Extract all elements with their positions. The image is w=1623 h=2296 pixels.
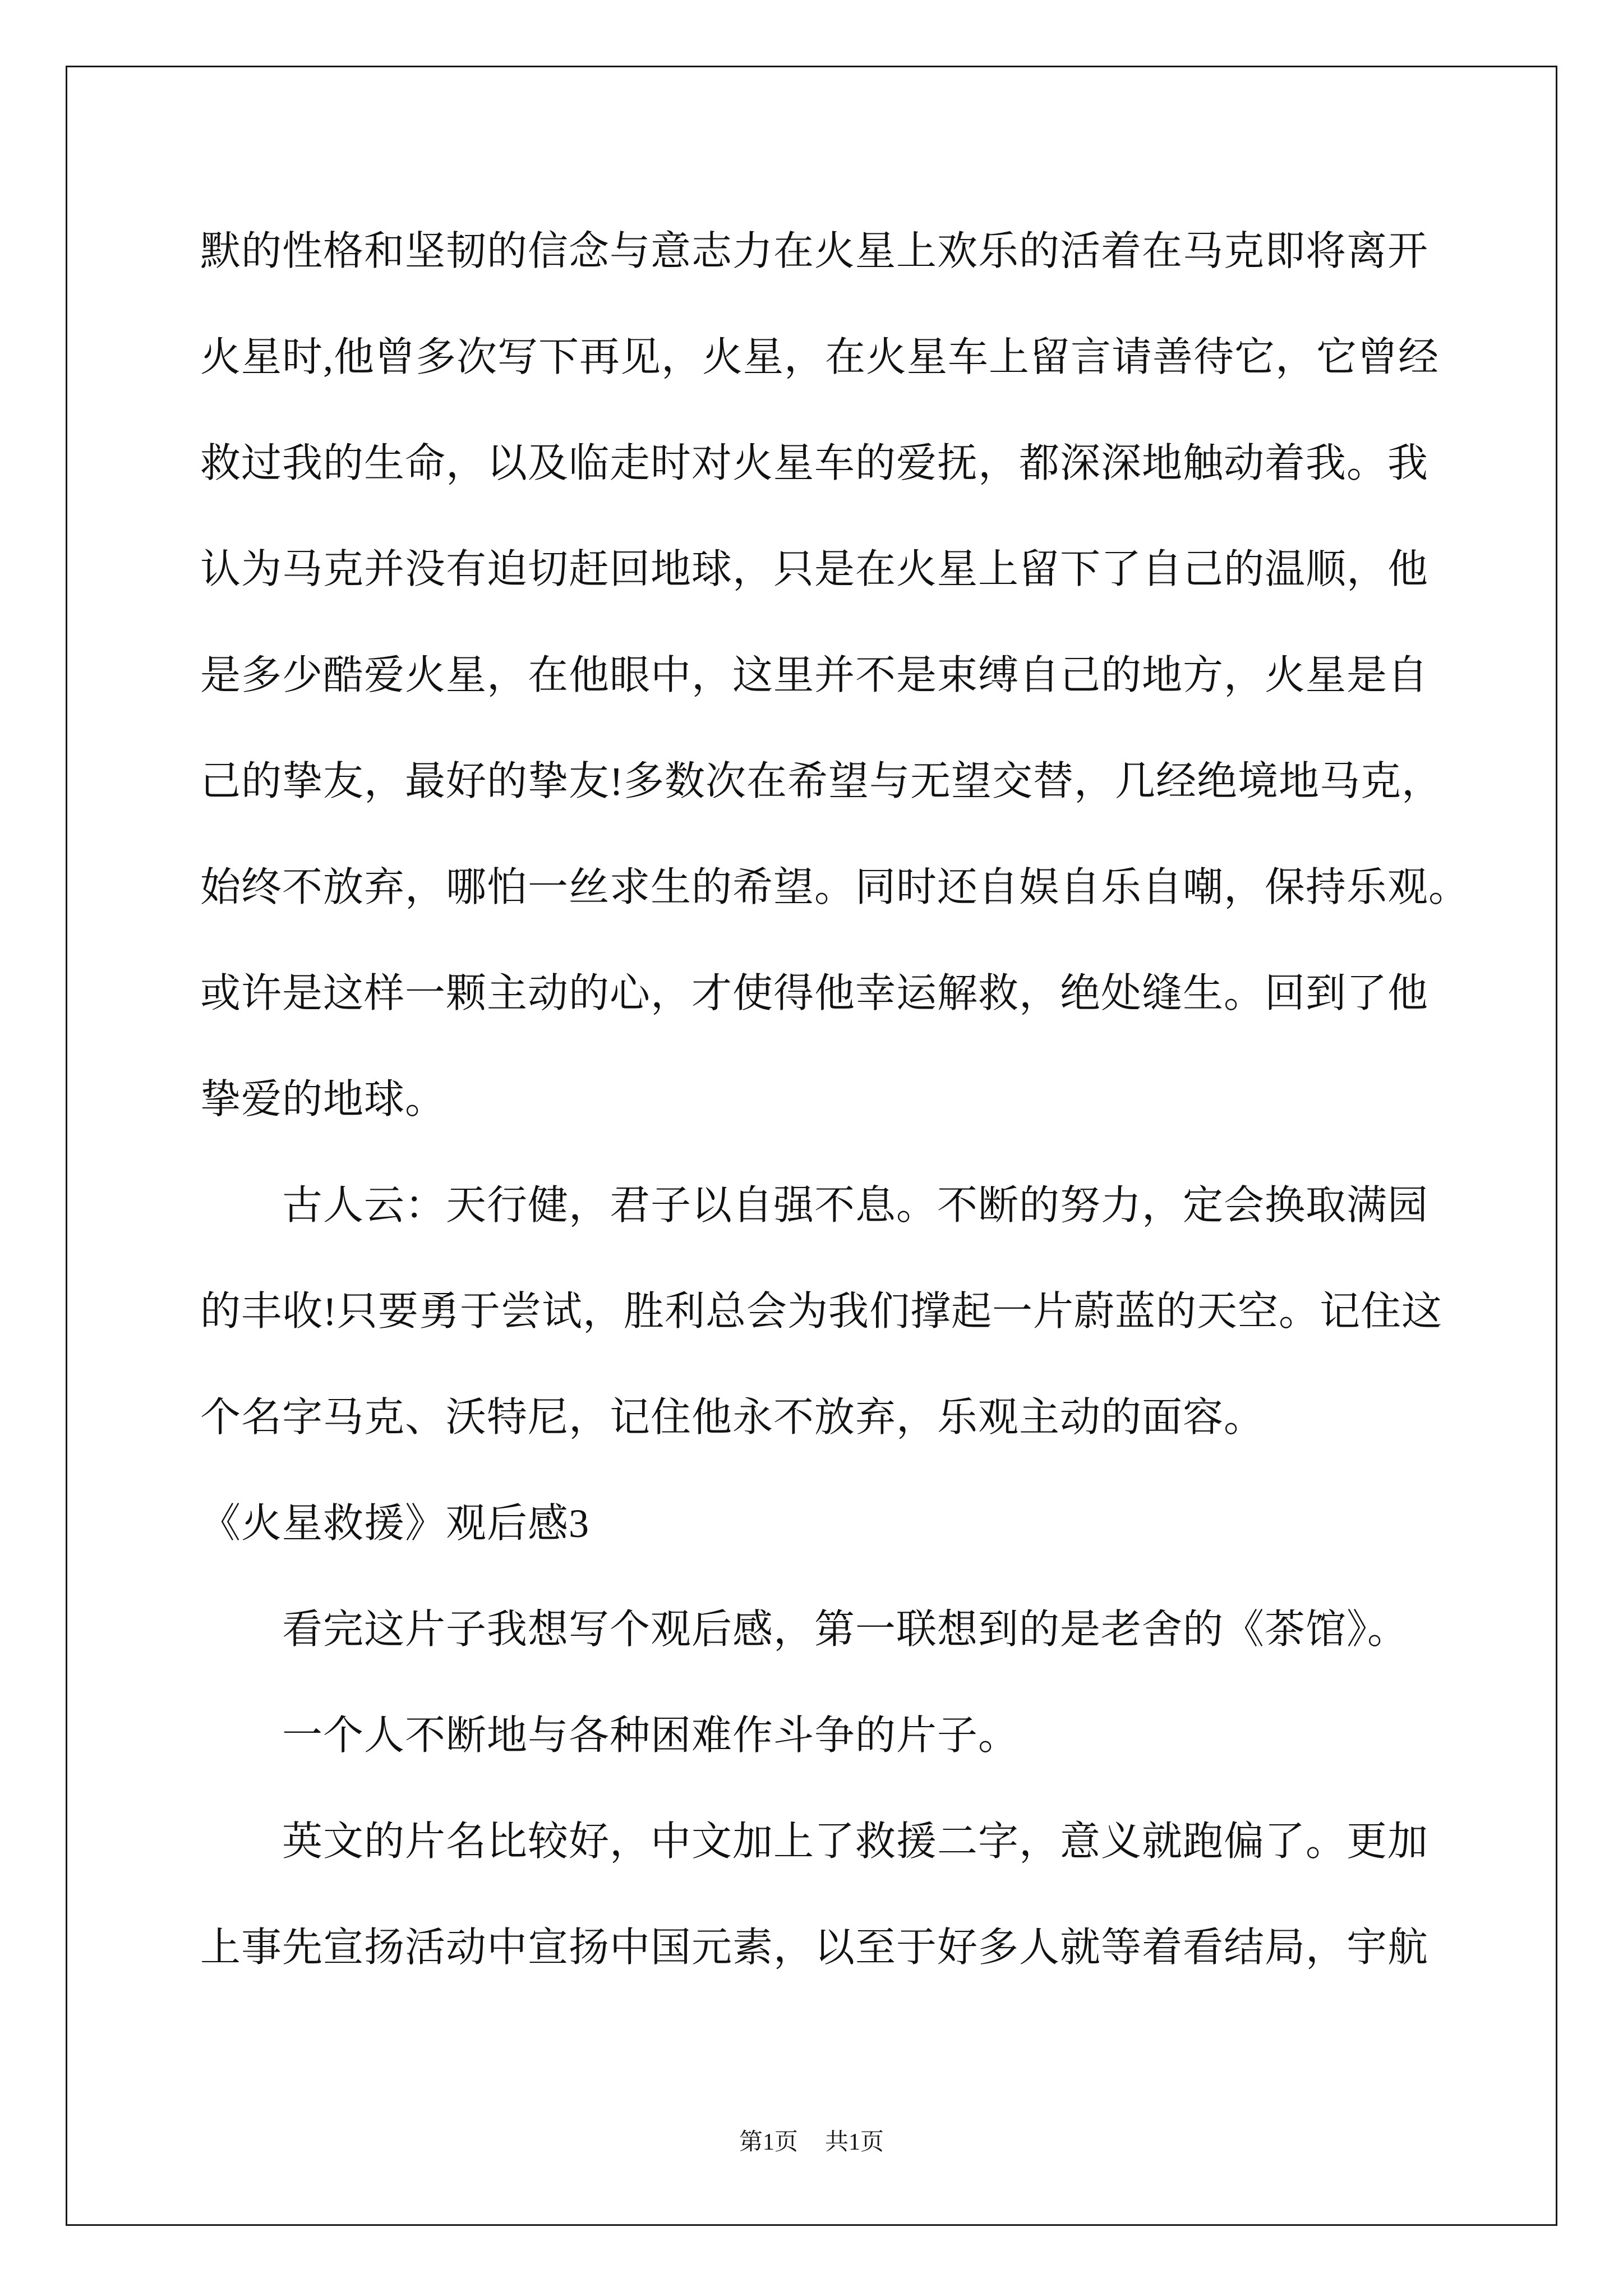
body-text-line: 个名字马克、沃特尼，记住他永不放弃，乐观主动的面容。 (200, 1395, 1265, 1440)
body-text-line: 上事先宣扬活动中宣扬中国元素，以至于好多人就等着看结局，宇航 (200, 1925, 1429, 1970)
body-text-line: 的丰收!只要勇于尝试，胜利总会为我们撑起一片蔚蓝的天空。记住这 (200, 1289, 1442, 1334)
body-text-line: 默的性格和坚韧的信念与意志力在火星上欢乐的活着在马克即将离开 (200, 229, 1429, 274)
body-text-line: 古人云：天行健，君子以自强不息。不断的努力，定会换取满园 (282, 1183, 1429, 1228)
body-text-line: 挚爱的地球。 (200, 1077, 446, 1122)
page-number: 第1页 (739, 2129, 798, 2155)
paragraph (200, 199, 1535, 1153)
body-text-line: 始终不放弃，哪怕一丝求生的希望。同时还自娱自乐自嘲，保持乐观。 (200, 865, 1470, 910)
body-text-line: 己的挚友，最好的挚友!多数次在希望与无望交替，几经绝境地马克， (200, 759, 1442, 804)
body-text-line: 是多少酷爱火星，在他眼中，这里并不是束缚自己的地方，火星是自 (200, 653, 1429, 698)
document-body (200, 199, 1535, 2001)
body-text-line: 火星时,他曾多次写下再见，火星，在火星车上留言请善待它，它曾经 (200, 335, 1440, 380)
section-heading: 《火星救援》观后感3 (200, 1501, 590, 1546)
page-total: 共1页 (825, 2129, 884, 2155)
body-text-line: 看完这片子我想写个观后感，第一联想到的是老舍的《茶馆》。 (282, 1607, 1409, 1652)
body-text-line: 救过我的生命，以及临走时对火星车的爱抚，都深深地触动着我。我 (200, 441, 1429, 486)
paragraph (200, 1577, 1535, 1683)
page-footer (0, 2125, 1623, 2159)
paragraph (200, 1683, 1535, 1789)
body-text-line: 或许是这样一颗主动的心，才使得他幸运解救，绝处缝生。回到了他 (200, 971, 1429, 1016)
body-text-line: 认为马克并没有迫切赶回地球，只是在火星上留下了自己的温顺，他 (200, 547, 1429, 592)
paragraph (200, 1789, 1535, 2001)
paragraph (200, 1153, 1535, 1471)
body-text-line: 英文的片名比较好，中文加上了救援二字，意义就跑偏了。更加 (282, 1819, 1429, 1864)
body-text-line: 一个人不断地与各种困难作斗争的片子。 (282, 1713, 1020, 1758)
